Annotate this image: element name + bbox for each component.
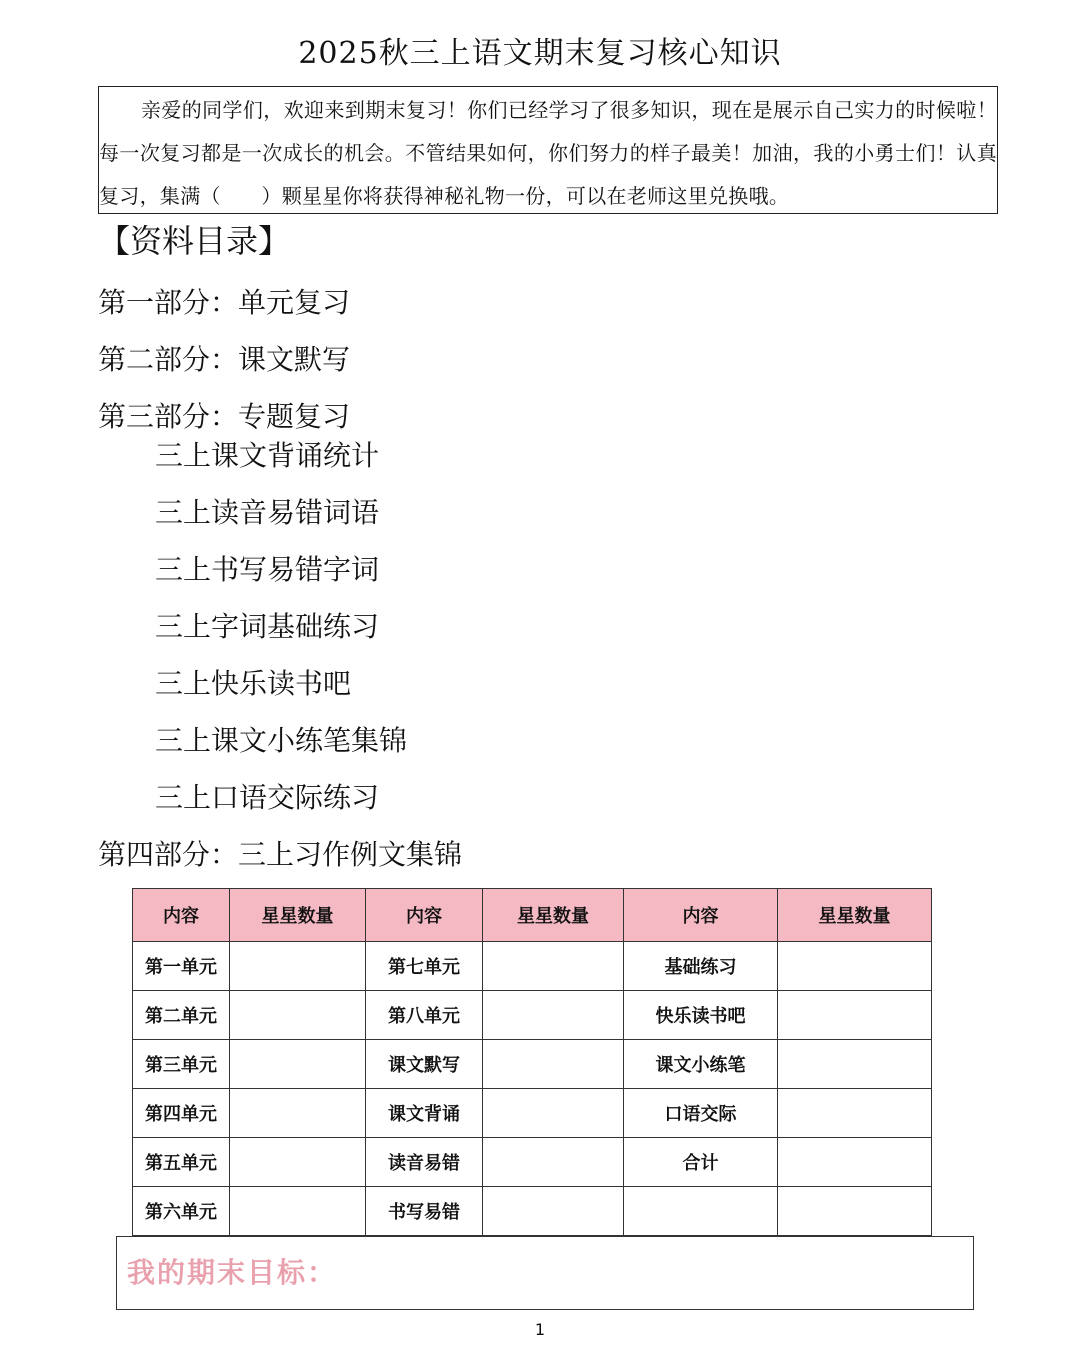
toc-sub-item: 三上快乐读书吧 xyxy=(155,667,352,700)
intro-text: 亲爱的同学们，欢迎来到期末复习！你们已经学习了很多知识，现在是展示自己实力的时候啦！每一次复习都是一次成长的机会。不管结果如何，你们努力的样子最美！加油，我的小勇士们！认真复习，集满（ ）颗星星你将获得神秘礼物一份，可以在老师这里兑换哦。 xyxy=(99,98,997,208)
content-cell: 第八单元 xyxy=(366,991,483,1040)
star-count-cell[interactable] xyxy=(483,1040,624,1089)
toc-sub-item: 三上字词基础练习 xyxy=(155,610,380,643)
toc-sub-item: 三上口语交际练习 xyxy=(155,781,380,814)
content-cell: 第四单元 xyxy=(133,1089,230,1138)
column-header: 内容 xyxy=(133,889,230,942)
star-count-cell[interactable] xyxy=(230,942,366,991)
toc-sub-item: 三上读音易错词语 xyxy=(155,496,380,529)
star-count-cell[interactable] xyxy=(230,1138,366,1187)
content-cell: 口语交际 xyxy=(624,1089,778,1138)
content-cell: 书写易错 xyxy=(366,1187,483,1236)
content-cell: 课文背诵 xyxy=(366,1089,483,1138)
toc-sub-item: 三上课文小练笔集锦 xyxy=(155,724,408,757)
content-cell: 读音易错 xyxy=(366,1138,483,1187)
table-row xyxy=(133,991,932,1040)
table-row xyxy=(133,1089,932,1138)
star-count-cell[interactable] xyxy=(483,1138,624,1187)
content-cell: 基础练习 xyxy=(624,942,778,991)
star-count-cell[interactable] xyxy=(483,942,624,991)
star-count-cell[interactable] xyxy=(778,1187,932,1236)
star-count-cell[interactable] xyxy=(230,1089,366,1138)
star-count-cell[interactable] xyxy=(778,1089,932,1138)
intro-box xyxy=(98,86,998,214)
content-cell: 第七单元 xyxy=(366,942,483,991)
star-count-cell[interactable] xyxy=(778,1138,932,1187)
star-count-cell[interactable] xyxy=(778,1040,932,1089)
star-count-table xyxy=(132,888,932,1236)
content-cell: 快乐读书吧 xyxy=(624,991,778,1040)
toc-sub-item: 三上书写易错字词 xyxy=(155,553,380,586)
goal-label: 我的期末目标： xyxy=(127,1256,338,1289)
content-cell: 合计 xyxy=(624,1138,778,1187)
star-count-cell[interactable] xyxy=(778,991,932,1040)
star-count-cell[interactable] xyxy=(778,942,932,991)
toc-part-3: 第三部分：专题复习 xyxy=(98,400,351,433)
content-cell: 第六单元 xyxy=(133,1187,230,1236)
content-cell: 第一单元 xyxy=(133,942,230,991)
table-row xyxy=(133,1187,932,1236)
table-row xyxy=(133,1138,932,1187)
toc-sub-item: 三上课文背诵统计 xyxy=(155,439,380,472)
document-title: 2025秋三上语文期末复习核心知识 xyxy=(298,36,782,71)
table-header-row xyxy=(133,889,932,942)
star-count-cell[interactable] xyxy=(230,1040,366,1089)
column-header: 内容 xyxy=(366,889,483,942)
content-cell: 第五单元 xyxy=(133,1138,230,1187)
goal-box[interactable] xyxy=(116,1236,974,1310)
star-count-cell[interactable] xyxy=(230,991,366,1040)
table-row xyxy=(133,1040,932,1089)
toc-part-4: 第四部分：三上习作例文集锦 xyxy=(98,838,463,871)
star-count-cell[interactable] xyxy=(483,1187,624,1236)
toc-part-1: 第一部分：单元复习 xyxy=(98,286,351,319)
content-cell: 课文小练笔 xyxy=(624,1040,778,1089)
star-count-cell[interactable] xyxy=(483,1089,624,1138)
content-cell: 第二单元 xyxy=(133,991,230,1040)
column-header: 星星数量 xyxy=(778,889,932,942)
content-cell: 第三单元 xyxy=(133,1040,230,1089)
table-row xyxy=(133,942,932,991)
star-count-cell[interactable] xyxy=(230,1187,366,1236)
column-header: 内容 xyxy=(624,889,778,942)
page-number: 1 xyxy=(534,1320,546,1339)
content-cell: 课文默写 xyxy=(366,1040,483,1089)
content-cell xyxy=(624,1187,778,1236)
star-count-cell[interactable] xyxy=(483,991,624,1040)
column-header: 星星数量 xyxy=(230,889,366,942)
toc-part-2: 第二部分：课文默写 xyxy=(98,343,351,376)
toc-heading: 【资料目录】 xyxy=(98,222,291,260)
column-header: 星星数量 xyxy=(483,889,624,942)
